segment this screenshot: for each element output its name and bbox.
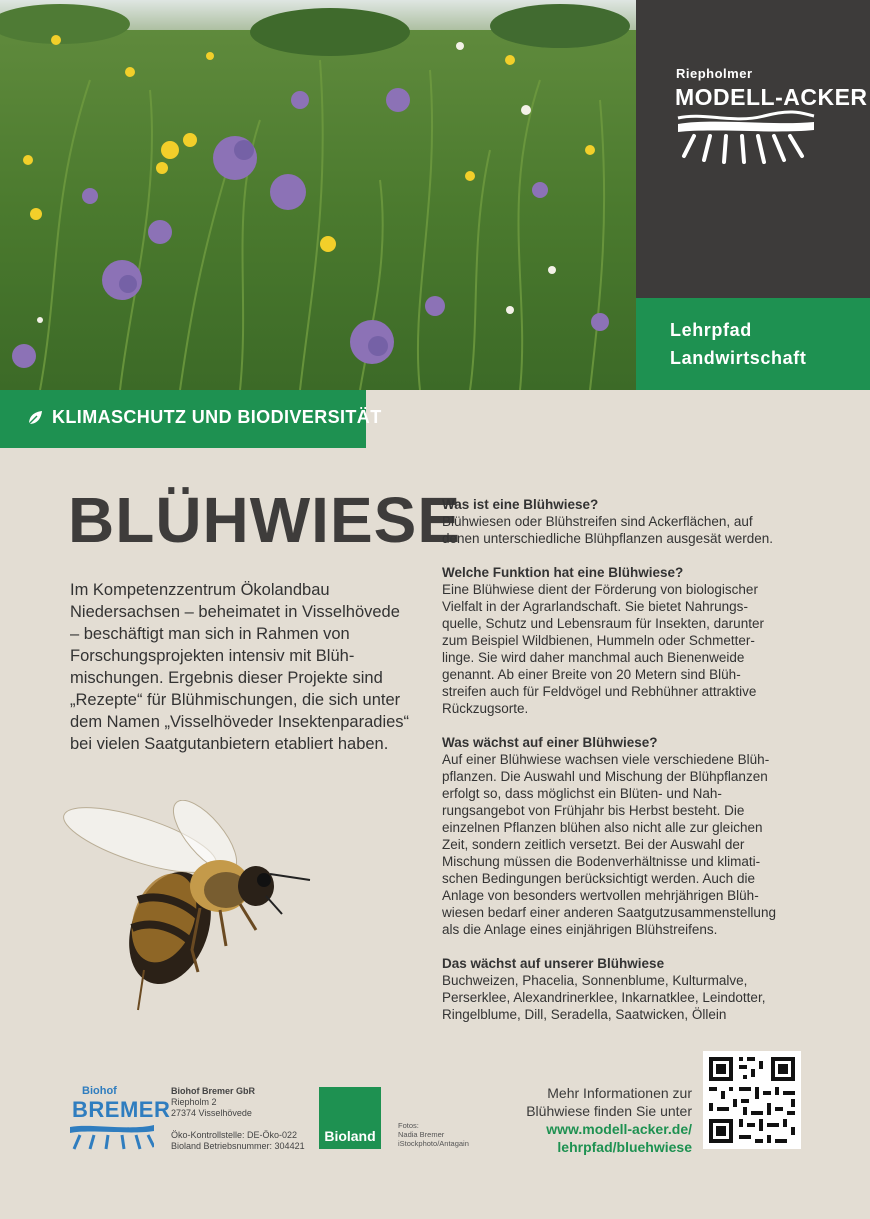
section-body: Eine Blühwiese dient der Förderung von biologischer Vielfalt in der Agrarlandschaft. Sie bietet Nahrungsquelle, Schutz und Lebensraum für Insekten, darunter zum Beispiel Wildbienen, Hummeln oder Schmetterlinge. Sie wird daher manchmal auch Bienenweide genannt. Ab einer Breite von 20 Metern sind Blühstreifen auch für Feldvögel und Rebhühner attraktive Rückzugsorte. <box>442 582 764 716</box>
more-info-line-1: Mehr Informationen zur <box>547 1085 692 1101</box>
field-furrows-icon <box>674 110 818 166</box>
photos-credit-1: Nadia Bremer <box>398 1130 445 1139</box>
field-icon <box>70 1123 154 1151</box>
more-info-line-2: Blühwiese finden Sie unter <box>526 1103 692 1119</box>
section-body: Blühwiesen oder Blühstreifen sind Ackerflächen, auf denen unterschiedliche Blühpflanzen ausgesät werden. <box>442 514 773 546</box>
topic-banner <box>0 390 382 448</box>
photo-credits <box>398 1121 469 1148</box>
logo-main-text: BREMER <box>72 1097 171 1122</box>
biohof-bremer-logo <box>70 1085 171 1153</box>
section-heading: Das wächst auf unserer Blühwiese <box>442 956 665 971</box>
section-heading: Welche Funktion hat eine Blühwiese? <box>442 565 684 580</box>
brand-title: MODELL-ACKER <box>675 84 868 110</box>
section-what-grows <box>442 734 778 938</box>
brand-subtitle: Riepholmer <box>676 66 753 81</box>
section-body: Buchweizen, Phacelia, Sonnenblume, Kulturmalve, Perserklee, Alexandrinerklee, Inkarnatklee, Leindotter, Ringelblume, Dill, Seradella, Saatwicken, Öllein <box>442 973 766 1022</box>
hero-photo-meadow <box>0 0 636 390</box>
trail-line-1: Lehrpfad <box>670 320 752 340</box>
page-title: BLÜHWIESE <box>68 484 461 556</box>
leaf-icon <box>26 409 44 427</box>
company-name: Biohof Bremer GbR <box>171 1086 256 1096</box>
company-info <box>171 1086 305 1152</box>
photos-label: Fotos: <box>398 1121 419 1130</box>
qr-code-icon <box>703 1051 801 1149</box>
topic-label: KLIMASCHUTZ UND BIODIVERSITÄT <box>52 407 382 427</box>
brand-panel <box>636 0 870 298</box>
info-column <box>442 496 778 1040</box>
bee-image <box>60 800 325 1030</box>
company-city: 27374 Visselhövede <box>171 1108 252 1118</box>
section-body: Auf einer Blühwiese wachsen viele verschiedene Blühpflanzen. Die Auswahl und Mischung der Blühpflanzen erfolgt so, dass möglichst ein Blüten- und Nahrungsangebot von Frühjahr bis Herbst besteht. Die einzelnen Pflanzen blühen also nicht alle zur gleichen Zeit, sondern zeitlich versetzt. Bei der Auswahl der Mischung müssen die Bodenverhältnisse und klimatischen Bedingungen berücksichtigt werden. Auch die Anlage von besonders wertvollen mehrjährigen Blühwiesen bedarf einer anderen Saatgutzusammenstellung als die Anlage eines einjährigen Blühstreifens. <box>442 752 776 937</box>
website-link-line-2[interactable]: lehrpfad/bluehwiese <box>557 1139 692 1155</box>
website-link-line-1[interactable]: www.modell-acker.de/ <box>546 1121 692 1137</box>
section-function <box>442 564 778 717</box>
section-heading: Was wächst auf einer Blühwiese? <box>442 735 658 750</box>
company-street: Riepholm 2 <box>171 1097 217 1107</box>
section-our-meadow <box>442 955 778 1023</box>
bioland-logo <box>319 1087 381 1149</box>
meadow-illustration <box>0 0 636 390</box>
trail-panel <box>636 298 870 390</box>
intro-text: Im Kompetenzzentrum Ökolandbau Niedersachsen – beheimatet in Visselhövede – beschäftigt man sich in Rahmen von Forschungsprojekten intensiv mit Blühmischungen. Ergebnis dieser Projekte sind „Rezepte“ für Blühmischungen, die sich unter dem Namen „Visselhöveder Insektenparadies“ bei vielen Saatgutanbietern etabliert haben. <box>70 581 410 753</box>
more-info <box>480 1084 692 1156</box>
control-body: Öko-Kontrollstelle: DE-Öko-022 <box>171 1130 298 1140</box>
bioland-number: Bioland Betriebsnummer: 304421 <box>171 1141 305 1151</box>
bioland-label: Bioland <box>324 1128 376 1144</box>
logo-top-text: Biohof <box>82 1085 117 1097</box>
section-heading: Was ist eine Blühwiese? <box>442 497 599 512</box>
trail-line-2: Landwirtschaft <box>670 348 807 368</box>
qr-code[interactable] <box>703 1051 801 1149</box>
section-what-is <box>442 496 778 547</box>
photos-credit-2: iStockphoto/Antagain <box>398 1139 469 1148</box>
